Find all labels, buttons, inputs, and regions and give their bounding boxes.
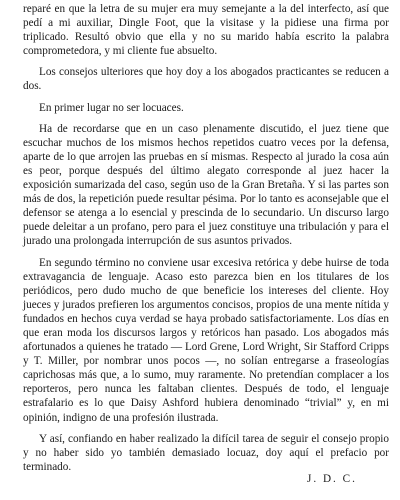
paragraph-3: En primer lugar no ser locuaces. xyxy=(39,101,184,114)
paragraph-2: Los consejos ulteriores que hoy doy a los abogados practicantes se reducen a dos. xyxy=(23,66,389,93)
paragraph-5: En segundo término no conviene usar excesiva retórica y debe huirse de toda extravagancia de lenguaje. Acaso esto parezca bien en los titulares de los periódicos, pero dudo mucho de que beneficie los intereses del cliente. Hoy jueces y jurados prefieren los argumentos concisos, propios de una mente nítida y fundados en hechos cuya verdad se haya probado satisfactoriamente. Los días en que eran moda los discursos largos y retóricos han pasado. Los abogados más afortunados a quienes he tratado — Lord Grene, Lord Wright, Sir Stafford Cripps y T. Miller, por nombrar unos pocos —, no solían entregarse a fraseologías caprichosas más que, a lo sumo, muy raramente. No pretendían complacer a los reporteros, pero nunca les faltaban clientes. Después de todo, el lenguaje estrafalario es lo que Daisy Ashford hubiera denominado “trivial” y, en mi opinión, indigno de una profesión ilustrada. xyxy=(23,256,389,424)
paragraph-4: Ha de recordarse que en un caso plenamente discutido, el juez tiene que escuchar muchos de los mismos hechos repetidos cuatro veces por la defensa, aparte de lo que arrojen las pruebas en sí mismas. Respecto al jurado la cosa aún es peor, porque después del último alegato corresponde al juez hacer la exposición sumarizada del caso, según uso de la Gran Bretaña. Y si las partes son más de dos, la repetición puede resultar pésima. Por lo tanto es aconsejable que el defensor se atenga a lo esencial y prescinda de lo secundario. Un discurso largo puede deleitar a un profano, pero para el juez constituye una tribulación y para el jurado una prolongada interrupción de sus asuntos privados. xyxy=(23,122,389,248)
document-body xyxy=(23,2,389,474)
paragraph-6: Y así, confiando en haber realizado la difícil tarea de seguir el consejo propio y no haber sido yo también demasiado locuaz, doy aquí el prefacio por terminado. xyxy=(23,432,389,473)
signature-initials: J. D. C. xyxy=(307,473,357,485)
paragraph-1: reparé en que la letra de su mujer era muy semejante a la del interfecto, así que pedí a mi auxiliar, Dingle Foot, que la visitase y la pidiese una firma por triplicado. Resultó obvio que ella y no su marido había escrito la palabra comprometedora, y mi cliente fue absuelto. xyxy=(23,3,389,58)
